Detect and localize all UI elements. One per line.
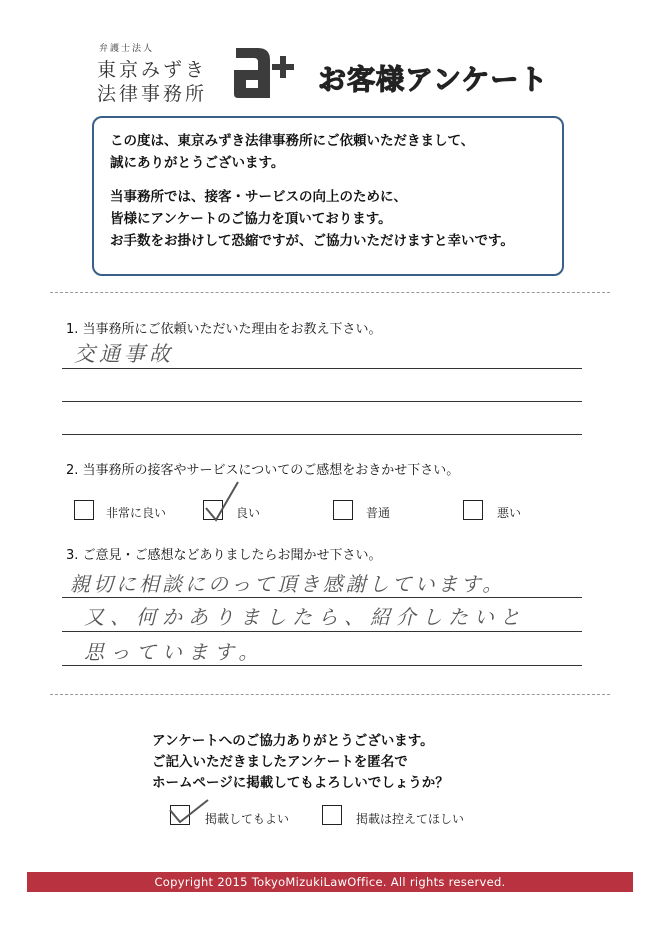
divider	[50, 292, 610, 293]
firm-type-label: 弁護士法人	[99, 44, 155, 54]
page-title: お客様アンケート	[318, 63, 549, 96]
answer-line	[62, 665, 582, 666]
option-label: 掲載は控えてほしい	[356, 812, 465, 826]
option-label: 非常に良い	[106, 506, 167, 520]
checkbox-very-good[interactable]	[74, 500, 94, 520]
answer-1-handwriting: 交通事故	[74, 342, 174, 366]
question-1: 1. 当事務所にご依頼いただいた理由をお教え下さい。	[66, 322, 382, 337]
firm-name-line1: 東京みずき	[97, 59, 208, 81]
intro-box	[92, 116, 564, 276]
copyright-bar: Copyright 2015 TokyoMizukiLawOffice. All rights reserved.	[27, 872, 633, 892]
intro-paragraph-1: この度は、東京みずき法律事務所にご依頼いただきまして、 誠にありがとうございます。	[110, 133, 475, 171]
answer-3-line-3: 思っています。	[84, 640, 265, 664]
intro-paragraph-2: 当事務所では、接客・サービスの向上のために、 皆様にアンケートのご協力を頂いております。 お手数をお掛けして恐縮ですが、ご協力いただけますと幸いです。	[110, 189, 514, 249]
option-label: 掲載してもよい	[205, 812, 290, 826]
answer-3-line-2: 又、何かありましたら、紹介したいと	[84, 605, 526, 629]
checkbox-average[interactable]	[333, 500, 353, 520]
answer-line	[62, 434, 582, 435]
firm-logo	[228, 42, 298, 102]
answer-line	[62, 631, 582, 632]
answer-line	[62, 597, 582, 598]
question-3: 3. ご意見・ご感想などありましたらお聞かせ下さい。	[66, 548, 382, 563]
firm-name-line2: 法律事務所	[97, 83, 208, 105]
closing-text: アンケートへのご協力ありがとうございます。 ご記入いただきましたアンケートを匿名で ホームページに掲載してもよろしいでしょうか？	[152, 733, 449, 791]
question-2: 2. 当事務所の接客やサービスについてのご感想をおきかせ下さい。	[66, 463, 460, 478]
answer-3-line-1: 親切に相談にのって頂き感謝しています。	[70, 572, 506, 596]
checkbox-bad[interactable]	[463, 500, 483, 520]
checkbox-publish-no[interactable]	[322, 805, 342, 825]
divider	[50, 694, 610, 695]
answer-line	[62, 368, 582, 369]
option-label: 普通	[366, 506, 391, 520]
option-label: 良い	[236, 506, 261, 520]
answer-line	[62, 401, 582, 402]
option-label: 悪い	[497, 506, 522, 520]
